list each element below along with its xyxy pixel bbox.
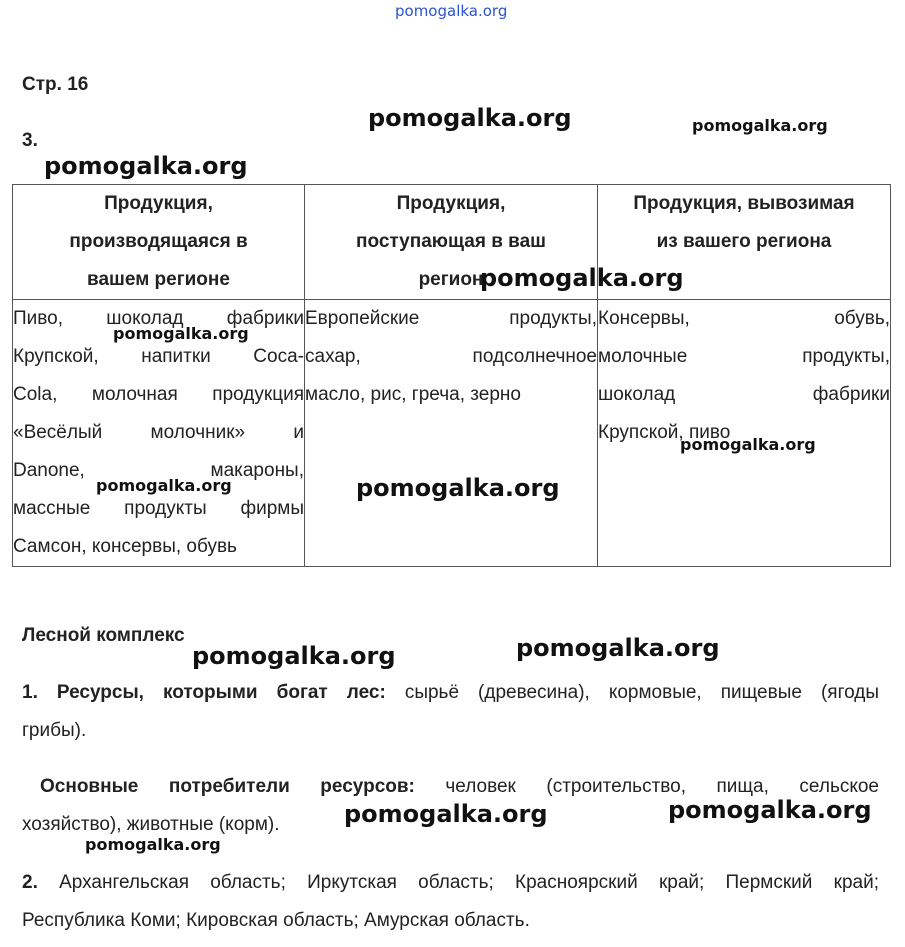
- watermark: pomogalka.org: [85, 835, 221, 854]
- cell-line: Cola, молочная продукция: [13, 384, 304, 405]
- cell-line: молочные продукты,: [598, 346, 890, 367]
- header-line: регион: [418, 269, 484, 290]
- paragraph-text: грибы).: [22, 720, 87, 741]
- paragraph-text: человек (строительство, пища, сельское: [414, 776, 880, 797]
- task-number: 3.: [22, 130, 38, 151]
- cell-line: «Весёлый молочник» и: [13, 422, 304, 443]
- watermark: pomogalka.org: [516, 634, 720, 662]
- paragraph-regions: [22, 864, 879, 940]
- header-line: производящаяся в: [69, 231, 248, 252]
- watermark: pomogalka.org: [192, 642, 396, 670]
- cell-line: Danone, макароны,: [13, 460, 304, 481]
- paragraph-label: Основные потребители ресурсов:: [40, 776, 415, 797]
- header-line: вашем регионе: [87, 269, 230, 290]
- page-label: Стр. 16: [22, 74, 89, 95]
- cell-line: Крупской, пиво: [598, 422, 731, 443]
- watermark: pomogalka.org: [692, 116, 828, 135]
- table-header-row: [13, 185, 891, 300]
- paragraph-text: сырьё (древесина), кормовые, пищевые (ягоды: [385, 682, 879, 703]
- watermark: pomogalka.org: [368, 104, 572, 132]
- cell-line: Европейские продукты,: [305, 308, 597, 329]
- paragraph-line: [22, 674, 879, 712]
- paragraph-line: [22, 864, 879, 902]
- cell-line: шоколад фабрики: [598, 384, 890, 405]
- cell-line: сахар, подсолнечное: [305, 346, 597, 367]
- cell-imported: [305, 300, 598, 567]
- watermark: pomogalka.org: [356, 474, 560, 502]
- watermark-top: pomogalka.org: [395, 2, 508, 20]
- header-line: Продукция, вывозимая: [633, 193, 855, 214]
- cell-line: массные продукты фирмы: [13, 498, 304, 519]
- cell-line: масло, рис, греча, зерно: [305, 384, 521, 405]
- watermark: pomogalka.org: [480, 264, 684, 292]
- paragraph-text: Архангельская область; Иркутская область; Красноярский край; Пермский край;: [37, 872, 879, 893]
- products-table: [12, 184, 891, 567]
- cell-exported: [598, 300, 891, 567]
- watermark: pomogalka.org: [113, 324, 249, 343]
- watermark: pomogalka.org: [344, 800, 548, 828]
- header-line: Продукция,: [104, 193, 213, 214]
- cell-line: Пиво, шоколад фабрики: [13, 308, 304, 329]
- header-line: поступающая в ваш: [356, 231, 546, 252]
- paragraph-resources: [22, 674, 879, 750]
- watermark: pomogalka.org: [668, 796, 872, 824]
- header-line: из вашего региона: [656, 231, 832, 252]
- watermark: pomogalka.org: [96, 476, 232, 495]
- paragraph-text: хозяйство), животные (корм).: [22, 814, 280, 835]
- cell-line: Консервы, обувь,: [598, 308, 890, 329]
- header-line: Продукция,: [396, 193, 506, 214]
- watermark: pomogalka.org: [680, 435, 816, 454]
- paragraph-label: 2.: [22, 872, 38, 893]
- cell-line: Крупской, напитки Coca-: [13, 346, 304, 367]
- cell-line: Самсон, консервы, обувь: [13, 536, 237, 557]
- header-produced: [13, 185, 305, 300]
- watermark: pomogalka.org: [44, 152, 248, 180]
- paragraph-label: 1. Ресурсы, которыми богат лес:: [22, 682, 386, 703]
- section-title: Лесной комплекс: [22, 625, 185, 646]
- paragraph-text: Республика Коми; Кировская область; Амурская область.: [22, 910, 530, 931]
